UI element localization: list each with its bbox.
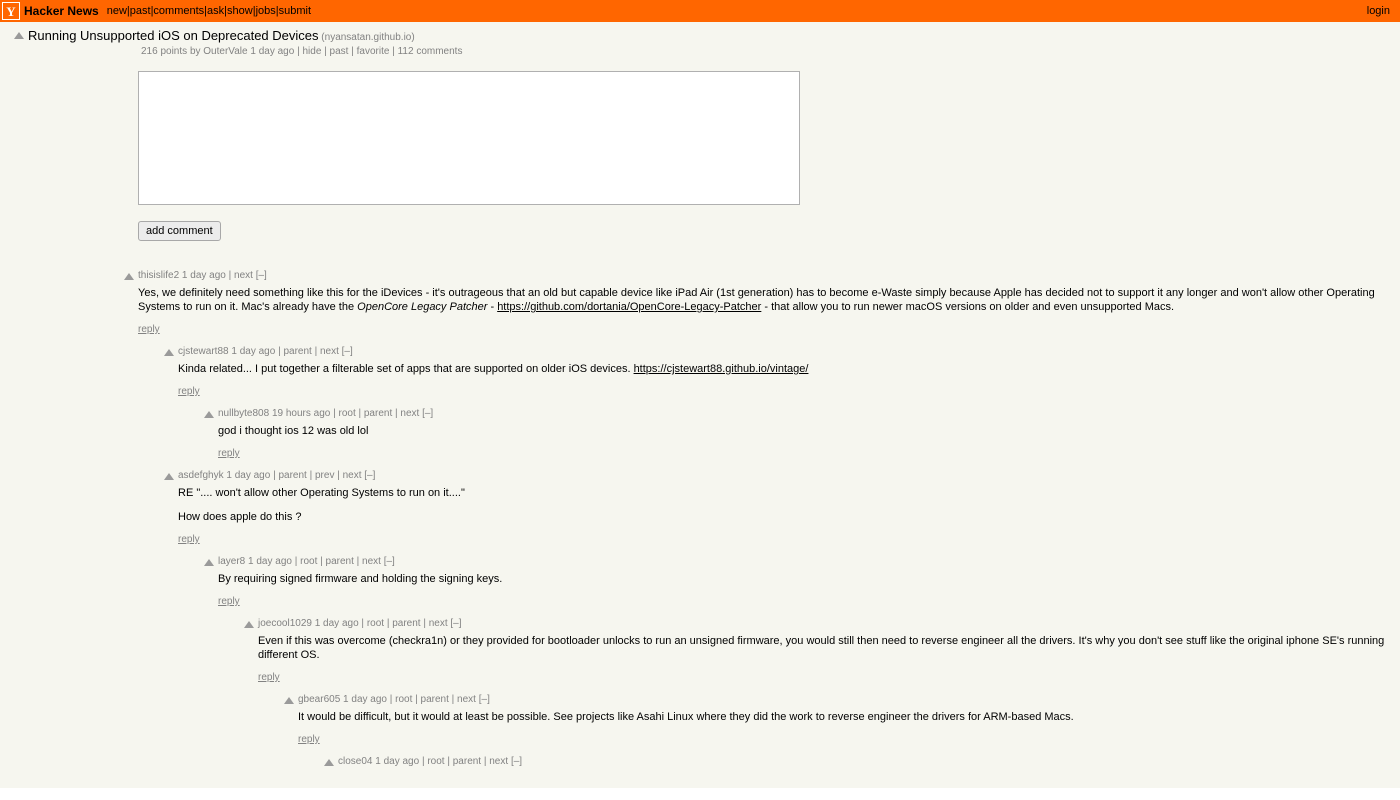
- comment-header: joecool1029 1 day ago | root | parent | next [–]: [258, 618, 462, 629]
- comment-author-link[interactable]: gbear605: [298, 694, 341, 705]
- upvote-icon[interactable]: [14, 31, 24, 41]
- comment-body: [178, 469, 1400, 555]
- comment-body: [338, 755, 1400, 769]
- comment-textarea[interactable]: [138, 71, 800, 205]
- comment-collapse-toggle[interactable]: [–]: [255, 270, 267, 281]
- comment-time-link[interactable]: 19 hours ago: [271, 408, 331, 419]
- comment-item: [0, 345, 1400, 407]
- comment-author-link[interactable]: thisislife2: [138, 270, 180, 281]
- comment-parent-link[interactable]: parent: [283, 346, 312, 357]
- hn-logo[interactable]: Y: [2, 2, 20, 20]
- comment-author-link[interactable]: close04: [338, 756, 373, 767]
- comment-body: [218, 407, 1400, 469]
- comment-header: asdefghyk 1 day ago | parent | prev | next [–]: [178, 470, 376, 481]
- comment-prev-link[interactable]: prev: [314, 470, 335, 481]
- sep: |: [351, 46, 354, 57]
- site-title-link[interactable]: Hacker News: [24, 4, 99, 18]
- nav-item-new[interactable]: new: [106, 5, 127, 17]
- story-title-link[interactable]: Running Unsupported iOS on Deprecated Devices: [28, 28, 319, 43]
- comment-upvote-icon[interactable]: [244, 620, 254, 630]
- comment-parent-link[interactable]: parent: [325, 556, 354, 567]
- comment-next-link[interactable]: next: [342, 470, 362, 481]
- comment-body: [218, 555, 1400, 617]
- nav-item-comments[interactable]: comments: [153, 5, 205, 17]
- comment-header: cjstewart88 1 day ago | parent | next [–]: [178, 346, 353, 357]
- comment-collapse-toggle[interactable]: [–]: [364, 470, 376, 481]
- story-by-label: by: [189, 46, 201, 57]
- comment-text: By requiring signed firmware and holding the signing keys.: [218, 573, 503, 585]
- comment-item: [0, 407, 1400, 469]
- comment-reply-link[interactable]: reply: [218, 596, 240, 607]
- comment-author-link[interactable]: layer8: [218, 556, 246, 567]
- comment-text: It would be difficult, but it would at least be possible. See projects like Asahi Linux where they did the work to reverse engineer the drivers for ARM-based Macs.: [298, 711, 1074, 723]
- comment-next-link[interactable]: next: [319, 346, 339, 357]
- comment-parent-link[interactable]: parent: [278, 470, 307, 481]
- comment-parent-link[interactable]: parent: [392, 618, 421, 629]
- nav-sep: |: [126, 5, 130, 17]
- site-header: [0, 0, 1400, 22]
- comment-item: [0, 755, 1400, 769]
- story-points: 216 points: [141, 46, 188, 57]
- comment-item: [0, 617, 1400, 693]
- story-time-link[interactable]: 1 day ago: [250, 46, 295, 57]
- comment-item: [0, 555, 1400, 617]
- comment-author-link[interactable]: cjstewart88: [178, 346, 229, 357]
- nav-sep: |: [252, 5, 256, 17]
- story-header: [0, 28, 1400, 43]
- nav-item-past[interactable]: past: [129, 5, 151, 17]
- comment-upvote-icon[interactable]: [284, 696, 294, 706]
- comment-text: Kinda related... I put together a filterable set of apps that are supported on older iOS devices. https://cjstewart88.github.io/vintage/: [178, 363, 809, 375]
- story-hide-link[interactable]: hide: [302, 46, 322, 57]
- comment-reply-link[interactable]: reply: [138, 324, 160, 335]
- comment-root-link[interactable]: root: [300, 556, 318, 567]
- comment-text: Even if this was overcome (checkra1n) or they provided for bootloader unlocks to run an unsigned firmware, you would still then need to reverse engineer all the drivers. It's why you don't see stuff like the original iphone SE's running different OS.: [258, 635, 1385, 661]
- comment-reply-link[interactable]: reply: [218, 448, 240, 459]
- comment-time-link[interactable]: 1 day ago: [231, 346, 276, 357]
- sep: |: [297, 46, 300, 57]
- comment-inline-link[interactable]: https://github.com/dortania/OpenCore-Legacy-Patcher: [497, 301, 762, 313]
- comment-root-link[interactable]: root: [427, 756, 445, 767]
- comment-root-link[interactable]: root: [395, 694, 413, 705]
- comment-list: [0, 269, 1400, 779]
- comment-root-link[interactable]: root: [338, 408, 356, 419]
- comment-text: RE ".... won't allow other Operating Systems to run on it...." How does apple do this ?: [178, 487, 465, 523]
- story-subtext: [0, 46, 1400, 57]
- comment-time-link[interactable]: 1 day ago: [343, 694, 387, 705]
- comment-next-link[interactable]: next: [428, 618, 448, 629]
- comment-parent-link[interactable]: parent: [363, 408, 393, 419]
- comment-body: [138, 269, 1400, 345]
- comment-upvote-icon[interactable]: [124, 272, 134, 282]
- comment-upvote-icon[interactable]: [204, 558, 214, 568]
- comment-upvote-icon[interactable]: [164, 348, 174, 358]
- comment-header: gbear605 1 day ago | root | parent | next [–]: [298, 694, 490, 705]
- nav-item-ask[interactable]: ask: [207, 5, 225, 17]
- comment-next-link[interactable]: next: [457, 694, 476, 705]
- comment-header: nullbyte808 19 hours ago | root | parent | next [–]: [218, 408, 434, 419]
- comment-inline-link[interactable]: https://cjstewart88.github.io/vintage/: [633, 363, 809, 375]
- comment-item: [0, 269, 1400, 345]
- story-comments-link[interactable]: 112 comments: [397, 46, 463, 57]
- main-nav: [107, 5, 1367, 17]
- comment-body: [298, 693, 1400, 755]
- comment-collapse-toggle[interactable]: [–]: [383, 556, 395, 567]
- comment-collapse-toggle[interactable]: [–]: [450, 618, 462, 629]
- story-author-link[interactable]: OuterVale: [203, 46, 248, 57]
- comment-reply-link[interactable]: reply: [258, 672, 280, 683]
- nav-item-show[interactable]: show: [227, 5, 253, 17]
- comment-author-link[interactable]: joecool1029: [258, 618, 312, 629]
- comment-header: close04 1 day ago | root | parent | next [–]: [338, 756, 523, 767]
- comment-author-link[interactable]: asdefghyk: [178, 470, 224, 481]
- nav-item-submit[interactable]: submit: [278, 5, 312, 17]
- story-past-link[interactable]: past: [329, 46, 349, 57]
- comment-upvote-icon[interactable]: [204, 410, 214, 420]
- comment-reply-link[interactable]: reply: [178, 386, 200, 397]
- comment-time-link[interactable]: 1 day ago: [226, 470, 271, 481]
- comment-time-link[interactable]: 1 day ago: [181, 270, 226, 281]
- comment-collapse-toggle[interactable]: [–]: [341, 346, 353, 357]
- comment-text: Yes, we definitely need something like this for the iDevices - it's outrageous that an old but capable device like iPad Air (1st generation) has to become e-Waste simply because Apple has decided not to support it any longer and won't allow other Operating Systems to run on it. Mac's already have the OpenCore Legacy Patcher - https://github.com/dortania/OpenCore-Legacy-Patcher - that allow you to run newer macOS versions on older and even unsupported Macs.: [138, 287, 1375, 313]
- comment-next-link[interactable]: next: [234, 270, 253, 281]
- comment-next-link[interactable]: next: [362, 556, 381, 567]
- comment-collapse-toggle[interactable]: [–]: [422, 408, 434, 419]
- comment-next-link[interactable]: next: [489, 756, 509, 767]
- comment-root-link[interactable]: root: [366, 618, 385, 629]
- comment-parent-link[interactable]: parent: [420, 694, 449, 705]
- nav-item-jobs[interactable]: jobs: [255, 5, 276, 17]
- comment-item: [0, 469, 1400, 555]
- comment-time-link[interactable]: 1 day ago: [248, 556, 292, 567]
- comment-body: [258, 617, 1400, 693]
- comment-time-link[interactable]: 1 day ago: [314, 618, 359, 629]
- story-domain[interactable]: (nyansatan.github.io): [321, 32, 415, 43]
- comment-collapse-toggle[interactable]: [–]: [510, 756, 523, 767]
- comment-upvote-icon[interactable]: [164, 472, 174, 482]
- page-content: [0, 22, 1400, 788]
- sep: |: [392, 46, 395, 57]
- comment-item: [0, 693, 1400, 755]
- comment-reply-link[interactable]: reply: [298, 734, 320, 745]
- comment-header: thisislife2 1 day ago | next [–]: [138, 270, 267, 281]
- comment-upvote-icon[interactable]: [324, 758, 334, 768]
- add-comment-button[interactable]: add comment: [138, 221, 221, 241]
- comment-text: god i thought ios 12 was old lol: [218, 425, 369, 437]
- comment-collapse-toggle[interactable]: [–]: [478, 694, 490, 705]
- comment-header: layer8 1 day ago | root | parent | next [–]: [218, 556, 395, 567]
- comment-reply-link[interactable]: reply: [178, 534, 200, 545]
- nav-sep: |: [224, 5, 228, 17]
- sep: |: [324, 46, 327, 57]
- comment-next-link[interactable]: next: [400, 408, 420, 419]
- login-link[interactable]: login: [1366, 5, 1390, 17]
- story-favorite-link[interactable]: favorite: [356, 46, 390, 57]
- comment-form: [0, 71, 1400, 241]
- comment-author-link[interactable]: nullbyte808: [218, 408, 270, 419]
- nav-sep: |: [204, 5, 208, 17]
- nav-sep: |: [275, 5, 279, 17]
- comment-body: [178, 345, 1400, 407]
- nav-sep: |: [150, 5, 154, 17]
- comment-parent-link[interactable]: parent: [452, 756, 482, 767]
- comment-time-link[interactable]: 1 day ago: [375, 756, 420, 767]
